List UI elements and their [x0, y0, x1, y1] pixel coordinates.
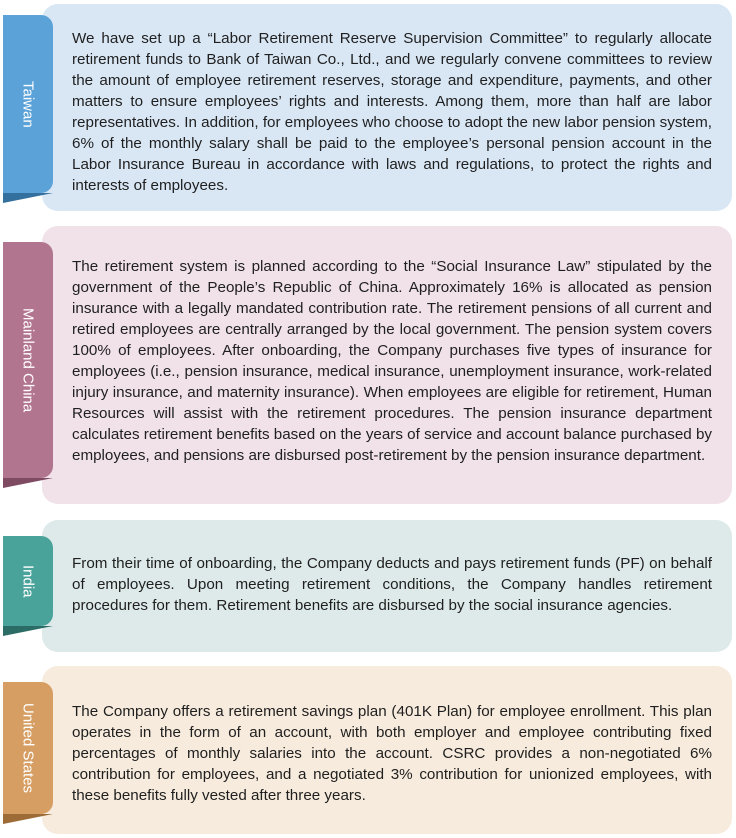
section-label-mainland-china: Mainland China [19, 307, 37, 413]
section-label-india: India [19, 564, 37, 598]
tab-fold-mainland-china [3, 478, 53, 488]
section-tab-india [3, 536, 53, 626]
section-label-taiwan: Taiwan [19, 80, 37, 128]
section-card-mainland-china [42, 226, 732, 504]
section-tab-mainland-china [3, 242, 53, 478]
section-card-taiwan [42, 4, 732, 211]
section-label-united-states: United States [19, 702, 37, 794]
section-text-mainland-china: The retirement system is planned according to the “Social Insurance Law” stipulated by the government of the People’s Republic of China. Approximately 16% is allocated as pension insurance with a legally mandated contribution rate. The retirement pensions of all current and retired employees are centrally arranged by the local government. The pension system covers 100% of employees. After onboarding, the Company purchases five types of insurance for employees (i.e., pension insurance, medical insurance, unemployment insurance, work-related injury insurance, and maternity insurance). When employees are eligible for retirement, Human Resources will assist with the retirement procedures. The pension insurance department calculates retirement benefits based on the years of service and account balance purchased by employees, and pensions are disbursed post-retirement by the pension insurance department. [72, 258, 712, 464]
tab-fold-united-states [3, 814, 53, 824]
section-tab-taiwan [3, 15, 53, 193]
tab-fold-taiwan [3, 193, 53, 203]
section-tab-united-states [3, 682, 53, 814]
section-card-united-states [42, 666, 732, 834]
section-text-taiwan: We have set up a “Labor Retirement Reserve Supervision Committee” to regularly allocate retirement funds to Bank of Taiwan Co., Ltd., and we regularly convene committees to review the amount of employee retirement reserves, storage and expenditure, payments, and other matters to ensure employees’ rights and interests. Among them, more than half are labor representatives. In addition, for employees who choose to adopt the new labor pension system, 6% of the monthly salary shall be paid to the employee’s personal pension account in the Labor Insurance Bureau in accordance with laws and regulations, to protect the rights and interests of employees. [72, 30, 712, 194]
section-text-india: From their time of onboarding, the Company deducts and pays retirement funds (PF) on behalf of employees. Upon meeting retirement conditions, the Company handles retirement procedures for them. Retirement benefits are disbursed by the social insurance agencies. [72, 555, 712, 614]
section-text-united-states: The Company offers a retirement savings plan (401K Plan) for employee enrollment. This plan operates in the form of an account, with both employer and employee contributing fixed percentages of monthly salaries into the account. CSRC provides a non-negotiated 6% contribution for employees, and a negotiated 3% contribution for unionized employees, with these benefits fully vested after three years. [72, 703, 712, 804]
tab-fold-india [3, 626, 53, 636]
section-card-india [42, 520, 732, 652]
